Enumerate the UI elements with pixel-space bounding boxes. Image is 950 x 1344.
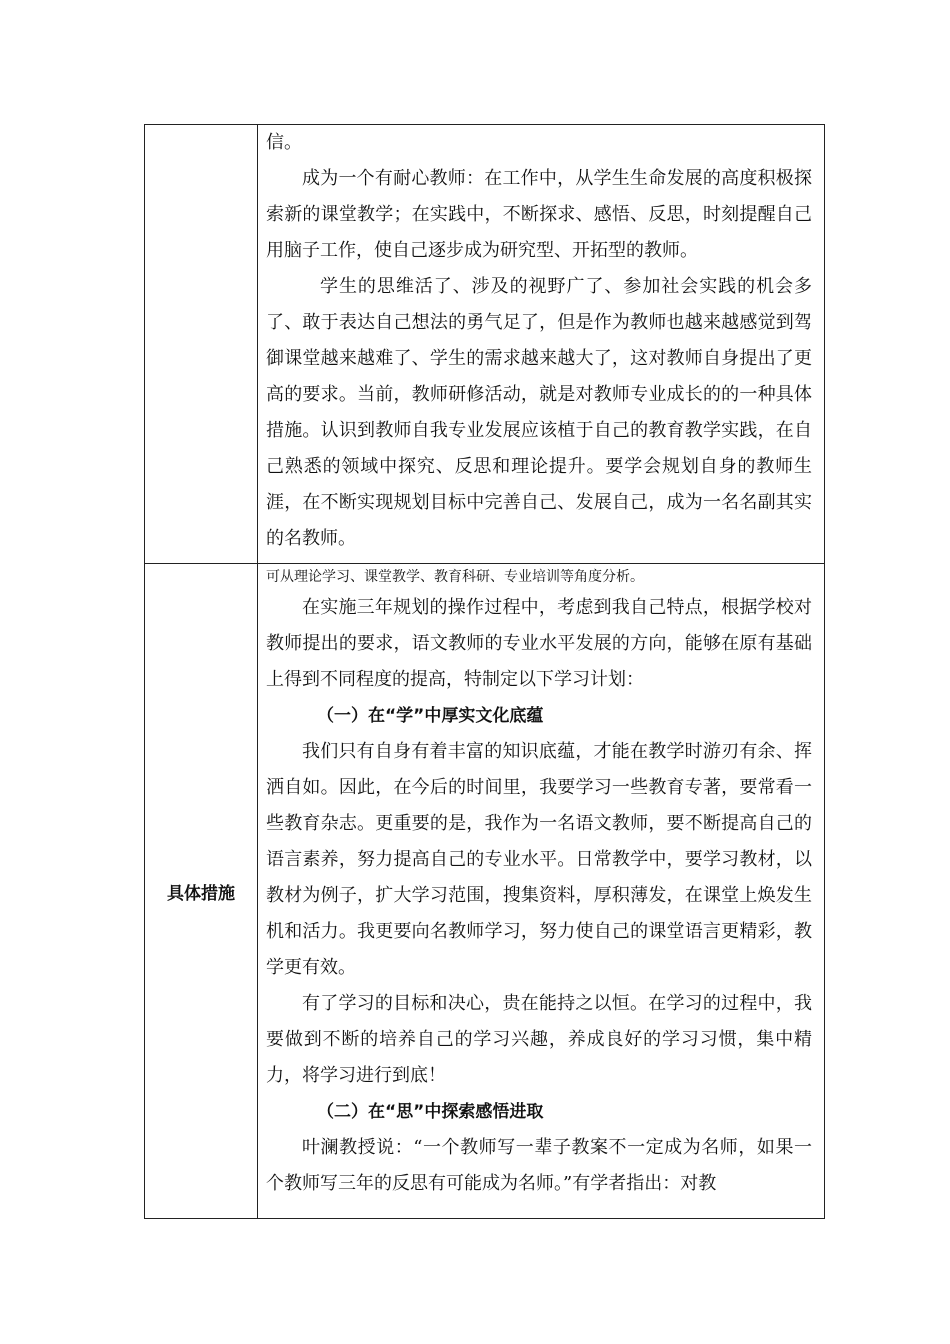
table-row-reflection [145, 125, 825, 564]
paragraph-think: 叶澜教授说：“一个教师写一辈子教案不一定成为名师，如果一个教师写三年的反思有可能成为名师。”有学者指出：对教 [266, 1137, 812, 1194]
paragraph-persistence: 有了学习的目标和决心，贵在能持之以恒。在学习的过程中，我要做到不断的培养自己的学习兴趣，养成良好的学习习惯，集中精力，将学习进行到底！ [266, 993, 812, 1086]
table-row-measures [145, 564, 825, 1219]
paragraph-continuation: 信。 [266, 132, 302, 153]
paragraph-intro: 在实施三年规划的操作过程中，考虑到我自己特点，根据学校对教师提出的要求，语文教师的专业水平发展的方向，能够在原有基础上得到不同程度的提高，特制定以下学习计划： [266, 597, 812, 690]
row-content-reflection [258, 125, 825, 564]
paragraph-student-thinking: 学生的思维活了、涉及的视野广了、参加社会实践的机会多了、敢于表达自己想法的勇气足了，但是作为教师也越来越感觉到驾御课堂越来越难了、学生的需求越来越大了，这对教师自身提出了更高的要求。当前，教师研修活动，就是对教师专业成长的的一种具体措施。认识到教师自我专业发展应该植于自己的教育教学实践，在自己熟悉的领域中探究、反思和理论提升。要学会规划自身的教师生涯，在不断实现规划目标中完善自己、发展自己，成为一名名副其实的名教师。 [266, 276, 812, 549]
hint-text: 可从理论学习、课堂教学、教育科研、专业培训等角度分析。 [266, 569, 644, 585]
row-label-measures: 具体措施 [145, 564, 258, 1219]
paragraph-learn: 我们只有自身有着丰富的知识底蕴，才能在教学时游刃有余、挥洒自如。因此，在今后的时间里，我要学习一些教育专著，要常看一些教育杂志。更重要的是，我作为一名语文教师，要不断提高自己的语言素养，努力提高自己的专业水平。日常教学中，要学习教材，以教材为例子，扩大学习范围，搜集资料，厚积薄发，在课堂上焕发生机和活力。我更要向名教师学习，努力使自己的课堂语言更精彩，教学更有效。 [266, 741, 812, 978]
plan-table [144, 124, 825, 1219]
row-label-empty [145, 125, 258, 564]
paragraph-patient-teacher: 成为一个有耐心教师：在工作中，从学生生命发展的高度积极探索新的课堂教学；在实践中，不断探求、感悟、反思，时刻提醒自己用脑子工作，使自己逐步成为研究型、开拓型的教师。 [266, 168, 812, 261]
row-content-measures [258, 564, 825, 1219]
section-heading-learn: （一）在“学”中厚实文化底蕴 [317, 706, 544, 726]
section-heading-think: （二）在“思”中探索感悟进取 [317, 1102, 544, 1122]
